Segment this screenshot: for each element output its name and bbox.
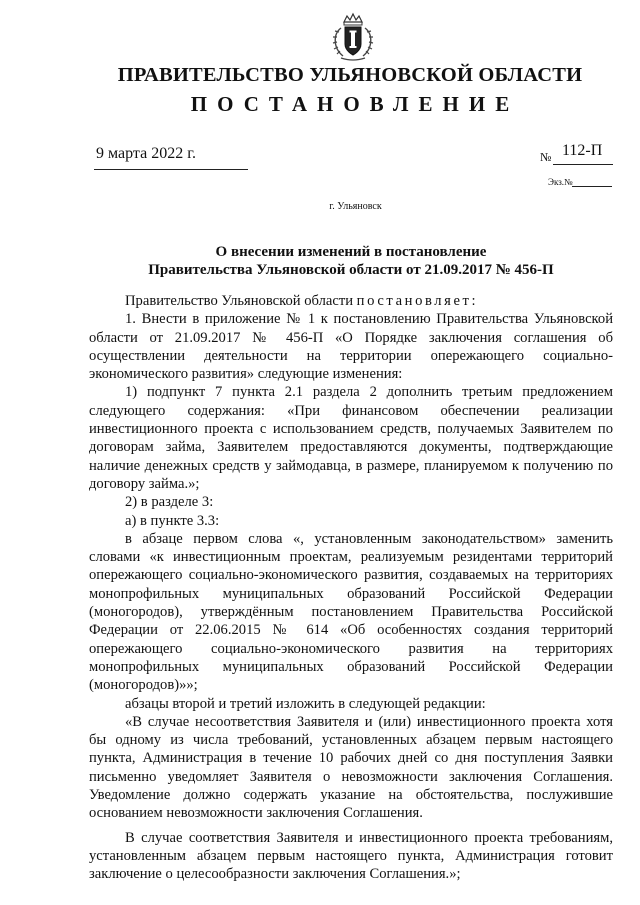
copy-number-underline [572,186,612,187]
paragraph-8: В случае соответствия Заявителя и инвестиционного проекта требованиям, установленным абзацем первым настоящего пункта, Администрация готовит заключение о целесообразности заключения Соглашения.»; [89,829,613,883]
coat-of-arms-icon [327,12,379,64]
intro-keyword: постановляет: [356,293,479,309]
intro-paragraph [89,292,613,310]
document-number: 112-П [562,142,603,159]
document-date: 9 марта 2022 г. [96,145,196,162]
intro-text: Правительство Ульяновской области [125,293,357,309]
number-sign: № [540,150,552,164]
copy-number-label: Экз.№ [548,177,573,187]
document-subject [100,243,602,279]
document-body [89,292,613,884]
paragraph-7: «В случае несоответствия Заявителя и (или) инвестиционного проекта хотя бы одному из числа требований, установленных абзацем первым настоящего пункта, Администрация в течение 10 рабочих дней со дня поступления Заявки письменно уведомляет Заявителя о невозможности заключения Соглашения. Уведомление должно содержать указание на обстоятельства, послужившие основанием невозможности заключения Соглашения. [89,713,613,822]
number-underline [553,164,613,165]
subject-line-1: О внесении изменений в постановление [215,244,487,260]
paragraph-2: 1) подпункт 7 пункта 2.1 раздела 2 дополнить третьим предложением следующего содержания: «При финансовом обеспечении реализации инвестиционного проекта с использованием средств, получаемых Заявителем по договорам займа, Заявителем предоставляются документы, подтверждающие наличие денежных средств у займодавца, в размере, планируемом к получению по договору займа.»; [89,384,613,492]
paragraph-6: абзацы второй и третий изложить в следующей редакции: [125,695,486,712]
paragraph-1: 1. Внести в приложение № 1 к постановлению Правительства Ульяновской области от 21.09.2017 № 456-П «О Порядке заключения соглашения об осуществлении деятельности на территории опережающего социально-экономического развития» следующие изменения: [89,311,613,383]
date-underline [94,169,248,170]
document-type-heading: ПОСТАНОВЛЕНИЕ [190,92,520,116]
city-label: г. Ульяновск [329,201,382,212]
paragraph-3: 2) в разделе 3: [125,494,214,511]
paragraph-4: а) в пункте 3.3: [125,512,220,529]
government-title: ПРАВИТЕЛЬСТВО УЛЬЯНОВСКОЙ ОБЛАСТИ [117,64,583,86]
paragraph-5: в абзаце первом слова «, установленным законодательством» заменить словами «к инвестиционным проектам, реализуемым резидентами территорий опережающего социально-экономического развития, создаваемых на территориях монопрофильных муниципальных образований Российской Федерации (моногородов), утверждённым постановлением Правительства Российской Федерации от 22.06.2015 № 614 «Об особенностях создания территорий опережающего социально-экономического развития на территориях монопрофильных муниципальных образований Российской Федерации (моногородов)»»; [89,530,613,694]
subject-line-2: Правительства Ульяновской области от 21.09.2017 № 456-П [148,262,554,278]
